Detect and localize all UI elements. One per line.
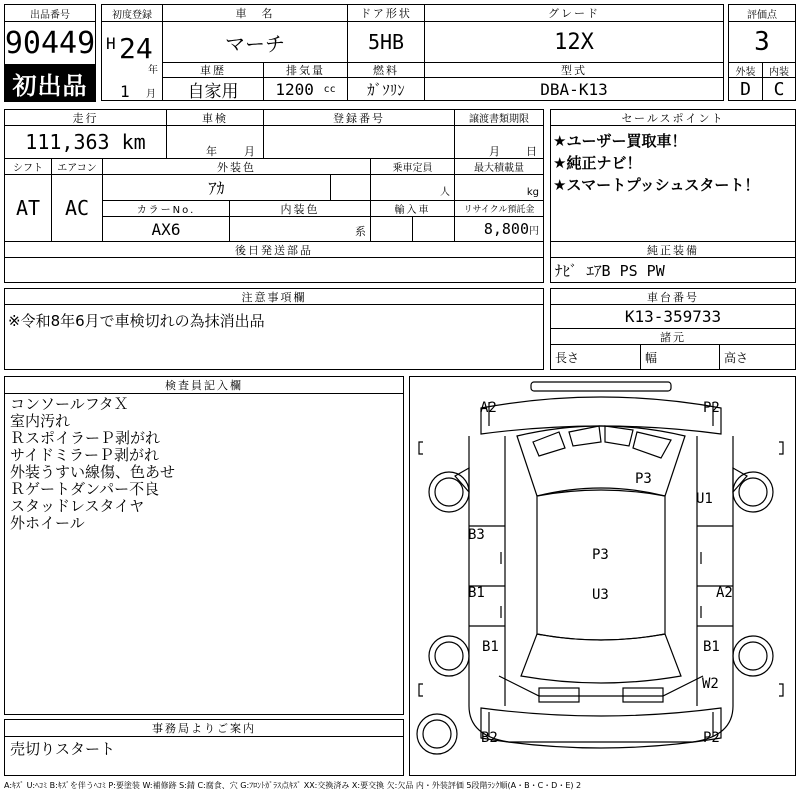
- genuine-equipment-header: 純正装備: [550, 241, 796, 258]
- mark-p3-roof: P3: [592, 547, 609, 563]
- grade-header: グレード: [424, 4, 724, 22]
- car-diagram: [409, 376, 796, 776]
- recycle-header: リサイクル預託金: [454, 200, 544, 217]
- interior-color-unit: 系: [229, 216, 371, 242]
- fuel-header: 燃料: [347, 62, 425, 78]
- door-type-header: ドア形状: [347, 4, 425, 22]
- dimensions-header: 諸元: [550, 328, 796, 345]
- import-right: [412, 216, 455, 242]
- exterior-color: ｱｶ: [102, 174, 331, 201]
- sales-point-2: ★純正ナビ！: [553, 154, 642, 172]
- mileage: 111,363 km: [4, 125, 167, 159]
- later-parts: [4, 257, 544, 283]
- import-left: [370, 216, 413, 242]
- exterior-header: 外装: [728, 62, 763, 78]
- dimension-width: 幅: [640, 344, 720, 370]
- mark-b3-left-door: B3: [468, 527, 485, 543]
- lot-number-header: 出品番号: [4, 4, 96, 22]
- import-header: 輸入車: [370, 200, 455, 217]
- model-code: DBA-K13: [424, 77, 724, 101]
- shaken-month-unit: 月: [244, 145, 255, 158]
- registration-month-unit: 月: [146, 89, 156, 100]
- exterior-color-extra: [330, 174, 371, 201]
- recycle-amount: 8,800: [483, 220, 529, 238]
- mark-b1-rear-right: B1: [703, 639, 720, 655]
- inspector-notes: コンソールフタＸ 室内汚れ ＲスポイラーＰ剥がれ サイドミラーＰ剥がれ 外装うすい線傷、色あせ Ｒゲートダンパー不良 スタッドレスタイヤ 外ホイール: [10, 395, 176, 532]
- registration-number-header: 登録番号: [263, 109, 455, 126]
- displacement: 1200: [275, 79, 314, 99]
- first-listing-badge: 初出品: [4, 64, 96, 102]
- shift-header: シフト: [4, 158, 52, 175]
- capacity-header: 乗車定員: [370, 158, 455, 175]
- max-load-unit: kg: [454, 174, 544, 201]
- car-name-header: 車 名: [162, 4, 348, 22]
- mark-b1-left-rear-door: B1: [468, 585, 485, 601]
- fuel-type: ｶﾞｿﾘﾝ: [347, 77, 425, 101]
- displacement-header: 排気量: [263, 62, 348, 78]
- registration-month: 1: [120, 82, 130, 101]
- lot-number: 90449: [4, 21, 96, 65]
- transfer-doc-header: 譲渡書類期限: [454, 109, 544, 126]
- registration-year-unit: 年: [148, 65, 158, 76]
- interior-score: C: [762, 77, 796, 101]
- dimension-length: 長さ: [550, 344, 641, 370]
- score-header: 評価点: [728, 4, 796, 22]
- genuine-equipment: ﾅﾋﾞ ｴｱB PS PW: [550, 257, 796, 283]
- shift: AT: [4, 174, 52, 242]
- interior-header: 内装: [762, 62, 796, 78]
- transfer-month-unit: 月: [489, 145, 500, 158]
- later-parts-header: 後日発送部品: [4, 241, 544, 258]
- mark-a2-right-rear-door: A2: [716, 585, 733, 601]
- vehicle-history: 自家用: [162, 77, 264, 101]
- transfer-day-unit: 日: [526, 145, 537, 158]
- sales-point-header: セールスポイント: [550, 109, 796, 126]
- mark-u3-roof: U3: [592, 587, 609, 603]
- first-registration-header: 初度登録: [101, 4, 163, 22]
- caution-header: 注意事項欄: [4, 288, 544, 305]
- max-load-header: 最大積載量: [454, 158, 544, 175]
- chassis-number-header: 車台番号: [550, 288, 796, 305]
- grade: 12X: [424, 21, 724, 63]
- damage-legend: A:ｷｽﾞ U:ﾍｺﾐ B:ｷｽﾞを伴うﾍｺﾐ P:要塗装 W:補修跡 S:錆 C:腐食、穴 G:ﾌﾛﾝﾄｶﾞﾗｽ点ｷｽﾞ XX:交換済み X:要交換 欠:欠品 内・外装評価 5段階ﾗﾝｸ順(A・B・C・D・E) 2: [4, 781, 582, 790]
- sales-point-3: ★スマートプッシュスタート！: [553, 176, 760, 194]
- chassis-number: K13-359733: [550, 304, 796, 329]
- mark-b1-rear-left: B1: [482, 639, 499, 655]
- displacement-unit: cc: [323, 83, 336, 95]
- sales-point-1: ★ユーザー買取車！: [553, 132, 687, 150]
- mark-p3-hood: P3: [635, 471, 652, 487]
- office-notice-text: 売切りスタート: [10, 740, 116, 758]
- mileage-header: 走行: [4, 109, 167, 126]
- exterior-score: D: [728, 77, 763, 101]
- car-name: マーチ: [162, 21, 348, 63]
- mark-p2-front-right: P2: [703, 400, 720, 416]
- dimension-height: 高さ: [719, 344, 796, 370]
- registration-era: H: [106, 34, 116, 53]
- aircon: AC: [51, 174, 103, 242]
- recycle-unit: 円: [529, 225, 539, 237]
- caution-text: ※令和8年6月で車検切れの為抹消出品: [8, 312, 265, 330]
- capacity-unit: 人: [370, 174, 455, 201]
- shaken-header: 車検: [166, 109, 264, 126]
- overall-score: 3: [728, 21, 796, 63]
- model-code-header: 型式: [424, 62, 724, 78]
- shaken-year-unit: 年: [206, 145, 217, 158]
- registration-number: [263, 125, 455, 159]
- inspector-header: 検査員記入欄: [4, 376, 404, 394]
- door-type: 5HB: [347, 21, 425, 63]
- color-number-header: カラーNo.: [102, 200, 230, 217]
- color-number: AX6: [102, 216, 230, 242]
- interior-color-header: 内装色: [229, 200, 371, 217]
- displacement-cell: [263, 77, 348, 101]
- aircon-header: エアコン: [51, 158, 103, 175]
- mark-u1-right-fender: U1: [696, 491, 713, 507]
- office-notice-header: 事務局よりご案内: [4, 719, 404, 737]
- exterior-color-header: 外装色: [102, 158, 371, 175]
- recycle-cell: [454, 216, 544, 242]
- mark-w2-rear-right: W2: [702, 676, 719, 692]
- history-header: 車歴: [162, 62, 264, 78]
- mark-p2-rear-bumper-right: P2: [703, 730, 720, 746]
- mark-b2-rear-bumper-left: B2: [481, 730, 498, 746]
- mark-a2-front-left: A2: [480, 400, 497, 416]
- registration-year: 24: [119, 32, 153, 65]
